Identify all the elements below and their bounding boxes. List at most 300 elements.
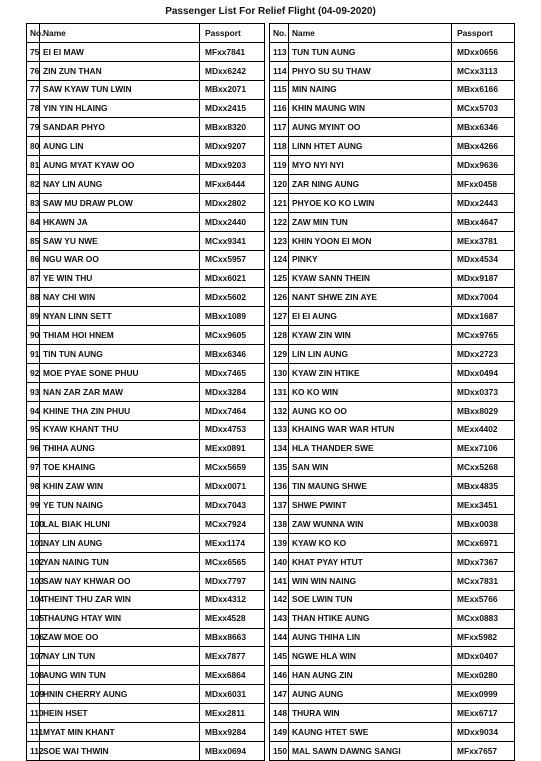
table-row xyxy=(270,194,515,213)
cell-passport: MFxx7841 xyxy=(200,42,265,61)
table-row xyxy=(270,156,515,175)
cell-name: ZAW MIN TUN xyxy=(289,212,452,231)
cell-passport: MDxx0656 xyxy=(452,42,515,61)
cell-no: 81 xyxy=(27,156,40,175)
cell-passport: MCxx7924 xyxy=(200,515,265,534)
cell-no: 75 xyxy=(27,42,40,61)
cell-passport: MBxx1089 xyxy=(200,307,265,326)
cell-name: HAN AUNG ZIN xyxy=(289,666,452,685)
cell-passport: MDxx7465 xyxy=(200,364,265,383)
cell-name: TOE KHAING xyxy=(40,458,200,477)
cell-no: 91 xyxy=(27,345,40,364)
cell-passport: MBxx9284 xyxy=(200,722,265,741)
table-row xyxy=(270,477,515,496)
cell-no: 142 xyxy=(270,590,289,609)
cell-no: 138 xyxy=(270,515,289,534)
table-row xyxy=(270,175,515,194)
cell-name: SAW YU NWE xyxy=(40,231,200,250)
cell-name: AUNG LIN xyxy=(40,137,200,156)
cell-name: NAN ZAR ZAR MAW xyxy=(40,382,200,401)
table-row xyxy=(27,137,265,156)
cell-passport: MCxx9605 xyxy=(200,326,265,345)
cell-no: 136 xyxy=(270,477,289,496)
cell-passport: MBxx4835 xyxy=(452,477,515,496)
cell-passport: MDxx9187 xyxy=(452,269,515,288)
cell-name: THURA WIN xyxy=(289,704,452,723)
cell-no: 94 xyxy=(27,401,40,420)
header-no: No. xyxy=(270,24,289,43)
cell-no: 110 xyxy=(27,704,40,723)
page-title: Passenger List For Relief Flight (04-09-2020) xyxy=(165,6,376,17)
cell-no: 79 xyxy=(27,118,40,137)
table-row xyxy=(270,458,515,477)
cell-passport: MBxx8663 xyxy=(200,628,265,647)
header-passport: Passport xyxy=(200,24,265,43)
cell-name: NYAN LINN SETT xyxy=(40,307,200,326)
cell-no: 126 xyxy=(270,288,289,307)
cell-no: 121 xyxy=(270,194,289,213)
table-row xyxy=(27,647,265,666)
cell-passport: MCxx3113 xyxy=(452,61,515,80)
cell-passport: MDxx7464 xyxy=(200,401,265,420)
cell-no: 111 xyxy=(27,722,40,741)
cell-passport: MDxx2802 xyxy=(200,194,265,213)
cell-no: 149 xyxy=(270,722,289,741)
cell-name: YE TUN NAING xyxy=(40,496,200,515)
cell-name: NGU WAR OO xyxy=(40,250,200,269)
cell-no: 127 xyxy=(270,307,289,326)
table-row xyxy=(270,515,515,534)
cell-no: 112 xyxy=(27,741,40,760)
cell-name: TIN MAUNG SHWE xyxy=(289,477,452,496)
cell-passport: MDxx0407 xyxy=(452,647,515,666)
table-row xyxy=(27,741,265,760)
table-row xyxy=(270,250,515,269)
table-row xyxy=(27,552,265,571)
cell-name: KYAW KO KO xyxy=(289,534,452,553)
cell-no: 105 xyxy=(27,609,40,628)
cell-no: 150 xyxy=(270,741,289,760)
cell-no: 88 xyxy=(27,288,40,307)
cell-passport: MExx3451 xyxy=(452,496,515,515)
table-row xyxy=(27,609,265,628)
cell-passport: MDxx0071 xyxy=(200,477,265,496)
cell-passport: MDxx2443 xyxy=(452,194,515,213)
cell-name: TUN TUN AUNG xyxy=(289,42,452,61)
cell-no: 135 xyxy=(270,458,289,477)
table-row xyxy=(270,628,515,647)
cell-passport: MDxx5602 xyxy=(200,288,265,307)
cell-no: 98 xyxy=(27,477,40,496)
header-name: Name xyxy=(40,24,200,43)
table-row xyxy=(27,194,265,213)
cell-passport: MDxx4312 xyxy=(200,590,265,609)
table-row xyxy=(270,496,515,515)
cell-name: KHINE THA ZIN PHUU xyxy=(40,401,200,420)
cell-name: KO KO WIN xyxy=(289,382,452,401)
cell-name: HEIN HSET xyxy=(40,704,200,723)
table-row xyxy=(270,401,515,420)
cell-no: 123 xyxy=(270,231,289,250)
cell-passport: MDxx6031 xyxy=(200,685,265,704)
cell-passport: MBxx6346 xyxy=(452,118,515,137)
cell-no: 132 xyxy=(270,401,289,420)
cell-name: MYO NYI NYI xyxy=(289,156,452,175)
cell-name: THEINT THU ZAR WIN xyxy=(40,590,200,609)
cell-name: NAY CHI WIN xyxy=(40,288,200,307)
cell-name: KHIN MAUNG WIN xyxy=(289,99,452,118)
table-row xyxy=(270,307,515,326)
cell-name: LIN LIN AUNG xyxy=(289,345,452,364)
cell-name: KHIN ZAW WIN xyxy=(40,477,200,496)
table-row xyxy=(27,628,265,647)
table-row xyxy=(27,118,265,137)
cell-name: SHWE PWINT xyxy=(289,496,452,515)
cell-passport: MFxx6444 xyxy=(200,175,265,194)
table-row xyxy=(270,420,515,439)
cell-passport: MFxx5982 xyxy=(452,628,515,647)
cell-no: 85 xyxy=(27,231,40,250)
cell-no: 140 xyxy=(270,552,289,571)
cell-name: AUNG AUNG xyxy=(289,685,452,704)
table-row xyxy=(27,250,265,269)
cell-passport: MDxx2723 xyxy=(452,345,515,364)
cell-passport: MFxx0458 xyxy=(452,175,515,194)
cell-passport: MDxx9034 xyxy=(452,722,515,741)
cell-no: 120 xyxy=(270,175,289,194)
cell-no: 78 xyxy=(27,99,40,118)
cell-passport: MExx4528 xyxy=(200,609,265,628)
table-row xyxy=(27,269,265,288)
cell-name: KYAW ZIN HTIKE xyxy=(289,364,452,383)
cell-name: SOE LWIN TUN xyxy=(289,590,452,609)
cell-passport: MBxx0694 xyxy=(200,741,265,760)
cell-passport: MDxx2440 xyxy=(200,212,265,231)
cell-no: 115 xyxy=(270,80,289,99)
cell-name: NAY LIN AUNG xyxy=(40,534,200,553)
cell-no: 131 xyxy=(270,382,289,401)
table-row xyxy=(270,666,515,685)
cell-passport: MDxx0494 xyxy=(452,364,515,383)
cell-passport: MCxx6565 xyxy=(200,552,265,571)
cell-no: 144 xyxy=(270,628,289,647)
table-row xyxy=(27,231,265,250)
cell-passport: MDxx0373 xyxy=(452,382,515,401)
cell-no: 76 xyxy=(27,61,40,80)
table-row xyxy=(27,515,265,534)
cell-name: AUNG KO OO xyxy=(289,401,452,420)
cell-no: 119 xyxy=(270,156,289,175)
table-row xyxy=(270,364,515,383)
cell-name: MYAT MIN KHANT xyxy=(40,722,200,741)
cell-no: 139 xyxy=(270,534,289,553)
cell-name: AUNG THIHA LIN xyxy=(289,628,452,647)
cell-passport: MBxx4266 xyxy=(452,137,515,156)
cell-name: NAY LIN TUN xyxy=(40,647,200,666)
cell-name: PINKY xyxy=(289,250,452,269)
table-row xyxy=(27,156,265,175)
table-row xyxy=(27,61,265,80)
cell-name: EI EI MAW xyxy=(40,42,200,61)
cell-passport: MExx7877 xyxy=(200,647,265,666)
cell-passport: MExx4402 xyxy=(452,420,515,439)
table-row xyxy=(270,288,515,307)
table-row xyxy=(27,420,265,439)
table-row xyxy=(270,439,515,458)
cell-passport: MExx3781 xyxy=(452,231,515,250)
cell-name: AUNG MYINT OO xyxy=(289,118,452,137)
cell-name: KYAW SANN THEIN xyxy=(289,269,452,288)
table-row xyxy=(270,552,515,571)
cell-no: 113 xyxy=(270,42,289,61)
cell-name: EI EI AUNG xyxy=(289,307,452,326)
cell-passport: MCxx7831 xyxy=(452,571,515,590)
cell-no: 145 xyxy=(270,647,289,666)
cell-passport: MBxx6346 xyxy=(200,345,265,364)
cell-no: 114 xyxy=(270,61,289,80)
cell-name: AUNG WIN TUN xyxy=(40,666,200,685)
table-row xyxy=(27,458,265,477)
table-row xyxy=(27,477,265,496)
table-row xyxy=(270,704,515,723)
cell-passport: MCxx5957 xyxy=(200,250,265,269)
cell-no: 106 xyxy=(27,628,40,647)
cell-passport: MDxx3284 xyxy=(200,382,265,401)
cell-name: SANDAR PHYO xyxy=(40,118,200,137)
cell-name: YE WIN THU xyxy=(40,269,200,288)
table-row xyxy=(27,307,265,326)
table-row xyxy=(27,534,265,553)
table-row xyxy=(270,590,515,609)
table-row xyxy=(27,722,265,741)
cell-no: 84 xyxy=(27,212,40,231)
header-no: No. xyxy=(27,24,40,43)
cell-no: 96 xyxy=(27,439,40,458)
cell-no: 83 xyxy=(27,194,40,213)
header-passport: Passport xyxy=(452,24,515,43)
cell-name: PHYOE KO KO LWIN xyxy=(289,194,452,213)
table-row xyxy=(270,741,515,760)
cell-name: ZAR NING AUNG xyxy=(289,175,452,194)
passenger-table-left xyxy=(26,23,265,761)
cell-name: SAW KYAW TUN LWIN xyxy=(40,80,200,99)
table-row xyxy=(270,345,515,364)
cell-passport: MExx5766 xyxy=(452,590,515,609)
cell-name: ZAW MOE OO xyxy=(40,628,200,647)
cell-no: 125 xyxy=(270,269,289,288)
cell-passport: MDxx1687 xyxy=(452,307,515,326)
cell-passport: MExx0891 xyxy=(200,439,265,458)
table-row xyxy=(270,99,515,118)
cell-passport: MDxx4753 xyxy=(200,420,265,439)
table-row xyxy=(27,364,265,383)
table-row xyxy=(270,571,515,590)
cell-name: MIN NAING xyxy=(289,80,452,99)
cell-no: 147 xyxy=(270,685,289,704)
cell-name: THIHA AUNG xyxy=(40,439,200,458)
table-row xyxy=(27,99,265,118)
cell-no: 93 xyxy=(27,382,40,401)
cell-no: 122 xyxy=(270,212,289,231)
cell-no: 103 xyxy=(27,571,40,590)
cell-name: KHAING WAR WAR HTUN xyxy=(289,420,452,439)
cell-name: YAN NAING TUN xyxy=(40,552,200,571)
cell-no: 86 xyxy=(27,250,40,269)
cell-name: KYAW KHANT THU xyxy=(40,420,200,439)
table-row xyxy=(27,345,265,364)
cell-no: 134 xyxy=(270,439,289,458)
cell-no: 104 xyxy=(27,590,40,609)
table-row xyxy=(27,496,265,515)
cell-name: KHAT PYAY HTUT xyxy=(289,552,452,571)
cell-passport: MExx1174 xyxy=(200,534,265,553)
cell-no: 80 xyxy=(27,137,40,156)
cell-no: 92 xyxy=(27,364,40,383)
cell-name: ZIN ZUN THAN xyxy=(40,61,200,80)
cell-passport: MDxx7004 xyxy=(452,288,515,307)
cell-passport: MExx6717 xyxy=(452,704,515,723)
cell-no: 109 xyxy=(27,685,40,704)
cell-no: 97 xyxy=(27,458,40,477)
table-row xyxy=(270,80,515,99)
cell-no: 124 xyxy=(270,250,289,269)
table-row xyxy=(27,288,265,307)
cell-name: KAUNG HTET SWE xyxy=(289,722,452,741)
cell-name: MOE PYAE SONE PHUU xyxy=(40,364,200,383)
table-header-row xyxy=(27,24,265,43)
cell-no: 108 xyxy=(27,666,40,685)
cell-name: SAN WIN xyxy=(289,458,452,477)
cell-no: 89 xyxy=(27,307,40,326)
cell-no: 100 xyxy=(27,515,40,534)
cell-passport: MExx6864 xyxy=(200,666,265,685)
cell-no: 82 xyxy=(27,175,40,194)
cell-name: THAN HTIKE AUNG xyxy=(289,609,452,628)
cell-passport: MCxx9765 xyxy=(452,326,515,345)
cell-no: 90 xyxy=(27,326,40,345)
cell-name: NANT SHWE ZIN AYE xyxy=(289,288,452,307)
cell-name: LAL BIAK HLUNI xyxy=(40,515,200,534)
cell-name: THAUNG HTAY WIN xyxy=(40,609,200,628)
table-row xyxy=(27,571,265,590)
cell-passport: MDxx6021 xyxy=(200,269,265,288)
table-row xyxy=(270,269,515,288)
cell-name: WIN WIN NAING xyxy=(289,571,452,590)
table-row xyxy=(27,326,265,345)
cell-no: 141 xyxy=(270,571,289,590)
table-row xyxy=(27,590,265,609)
cell-name: HNIN CHERRY AUNG xyxy=(40,685,200,704)
cell-passport: MDxx9207 xyxy=(200,137,265,156)
table-row xyxy=(27,685,265,704)
table-row xyxy=(270,609,515,628)
table-row xyxy=(270,42,515,61)
cell-passport: MDxx7797 xyxy=(200,571,265,590)
cell-no: 143 xyxy=(270,609,289,628)
table-row xyxy=(27,175,265,194)
table-row xyxy=(27,80,265,99)
table-row xyxy=(270,118,515,137)
table-row xyxy=(270,326,515,345)
cell-no: 117 xyxy=(270,118,289,137)
table-row xyxy=(27,42,265,61)
cell-passport: MBxx4647 xyxy=(452,212,515,231)
cell-no: 107 xyxy=(27,647,40,666)
cell-name: PHYO SU SU THAW xyxy=(289,61,452,80)
cell-no: 116 xyxy=(270,99,289,118)
table-row xyxy=(27,704,265,723)
cell-passport: MBxx8029 xyxy=(452,401,515,420)
cell-name: LINN HTET AUNG xyxy=(289,137,452,156)
passenger-table-right xyxy=(269,23,515,761)
cell-name: TIN TUN AUNG xyxy=(40,345,200,364)
cell-passport: MExx7106 xyxy=(452,439,515,458)
cell-name: THIAM HOI HNEM xyxy=(40,326,200,345)
cell-passport: MDxx7043 xyxy=(200,496,265,515)
cell-name: HLA THANDER SWE xyxy=(289,439,452,458)
cell-no: 128 xyxy=(270,326,289,345)
table-row xyxy=(27,439,265,458)
cell-name: NAY LIN AUNG xyxy=(40,175,200,194)
cell-no: 137 xyxy=(270,496,289,515)
table-row xyxy=(270,212,515,231)
cell-passport: MCxx5268 xyxy=(452,458,515,477)
cell-passport: MDxx9636 xyxy=(452,156,515,175)
cell-passport: MExx0999 xyxy=(452,685,515,704)
cell-passport: MCxx5659 xyxy=(200,458,265,477)
cell-passport: MCxx6971 xyxy=(452,534,515,553)
cell-passport: MExx2811 xyxy=(200,704,265,723)
table-row xyxy=(27,382,265,401)
cell-name: KYAW ZIN WIN xyxy=(289,326,452,345)
cell-no: 101 xyxy=(27,534,40,553)
cell-passport: MBxx2071 xyxy=(200,80,265,99)
table-row xyxy=(270,61,515,80)
cell-no: 77 xyxy=(27,80,40,99)
cell-no: 99 xyxy=(27,496,40,515)
table-row xyxy=(270,382,515,401)
table-row xyxy=(27,666,265,685)
cell-no: 133 xyxy=(270,420,289,439)
table-row xyxy=(270,722,515,741)
cell-passport: MDxx2415 xyxy=(200,99,265,118)
cell-name: ZAW WUNNA WIN xyxy=(289,515,452,534)
cell-name: AUNG MYAT KYAW OO xyxy=(40,156,200,175)
cell-name: HKAWN JA xyxy=(40,212,200,231)
cell-passport: MBxx8320 xyxy=(200,118,265,137)
cell-name: NGWE HLA WIN xyxy=(289,647,452,666)
cell-name: SAW NAY KHWAR OO xyxy=(40,571,200,590)
cell-passport: MCxx5703 xyxy=(452,99,515,118)
cell-name: MAL SAWN DAWNG SANGI xyxy=(289,741,452,760)
cell-no: 87 xyxy=(27,269,40,288)
cell-passport: MDxx4534 xyxy=(452,250,515,269)
cell-passport: MFxx7657 xyxy=(452,741,515,760)
table-header-row xyxy=(270,24,515,43)
table-row xyxy=(27,401,265,420)
cell-passport: MDxx6242 xyxy=(200,61,265,80)
cell-no: 118 xyxy=(270,137,289,156)
cell-no: 129 xyxy=(270,345,289,364)
table-row xyxy=(270,137,515,156)
header-name: Name xyxy=(289,24,452,43)
cell-passport: MDxx9203 xyxy=(200,156,265,175)
table-row xyxy=(270,534,515,553)
cell-passport: MBxx0038 xyxy=(452,515,515,534)
cell-no: 130 xyxy=(270,364,289,383)
table-row xyxy=(270,685,515,704)
cell-no: 95 xyxy=(27,420,40,439)
